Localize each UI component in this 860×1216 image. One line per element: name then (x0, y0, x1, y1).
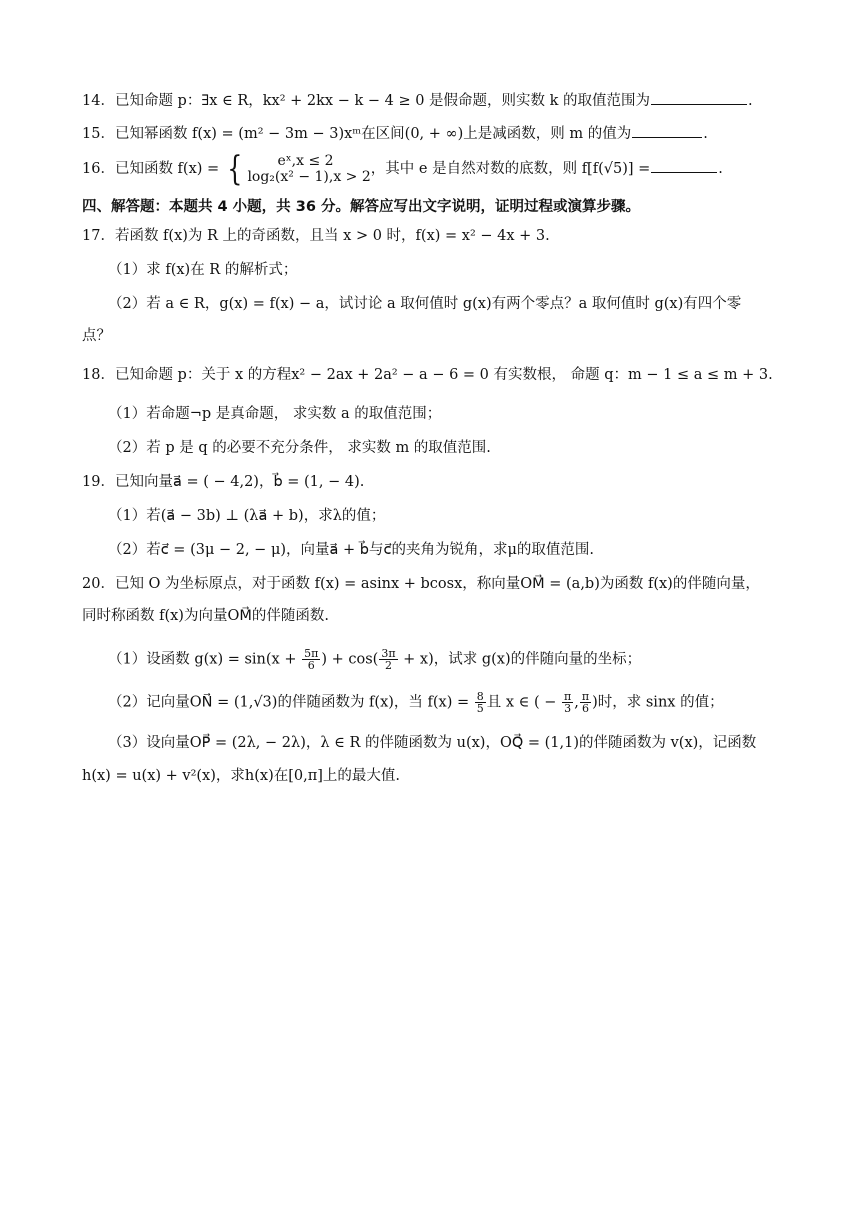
part-1-text-b: ) + cos( (321, 651, 379, 668)
piecewise-function (224, 149, 371, 189)
fraction-numerator: 5π (304, 647, 319, 660)
fraction-denominator: 5 (476, 702, 484, 715)
question-14-end: . (748, 93, 753, 109)
section-4-heading: 四、解答题：本题共 4 小题，共 36 分。解答应写出文字说明，证明过程或演算步骤。 (82, 199, 640, 215)
question-19-part-2: （2）若c⃗ = (3μ − 2, − μ)，向量a⃗ + b⃗与c⃗的夹角为锐角，求μ的取值范围. (108, 542, 594, 558)
fraction-numerator: 3π (381, 647, 396, 660)
question-17-part-2-cont: 点？ (82, 328, 111, 344)
part-1-text-c: + x)，试求 g(x)的伴随向量的坐标； (398, 651, 642, 668)
fraction-numerator: 8 (476, 690, 484, 703)
question-16-prefix: 16．已知函数 f(x) = (82, 161, 224, 177)
part-2-text-c: )时，求 sinx 的值； (592, 694, 724, 711)
question-15-text: 15．已知幂函数 f(x) = (m² − 3m − 3)xᵐ在区间(0, + ∞)上是减函数，则 m 的值为 (82, 126, 632, 142)
question-14-text: 14．已知命题 p：∃x ∈ R，kx² + 2kx − k − 4 ≥ 0 是假命题，则实数 k 的取值范围为 (82, 93, 651, 109)
fraction-numerator: π (581, 690, 590, 703)
question-18-part-1: （1）若命题¬p 是真命题， 求实数 a 的取值范围； (108, 406, 442, 422)
fraction-denominator: 3 (564, 702, 572, 715)
question-15-end: . (703, 126, 708, 142)
answer-blank-15[interactable] (632, 123, 702, 138)
fraction-denominator: 6 (581, 702, 589, 715)
question-20-part-3: （3）设向量OP⃗ = (2λ, − 2λ)，λ ∈ R 的伴随函数为 u(x)，OQ⃗ = (1,1)的伴随函数为 v(x)，记函数 (108, 735, 757, 751)
piecewise-case-2: log₂(x² − 1),x > 2 (247, 169, 371, 185)
fraction-pi-3 (562, 691, 573, 714)
fraction-5pi-6 (302, 648, 320, 671)
question-20-part-3-cont: h(x) = u(x) + v²(x)，求h(x)在[0,π]上的最大值. (82, 768, 401, 784)
fraction-pi-6 (580, 691, 591, 714)
question-20-stem: 20．已知 O 为坐标原点，对于函数 f(x) = asinx + bcosx，称向量OM⃗ = (a,b)为函数 f(x)的伴随向量， (82, 576, 760, 592)
question-20-part-2 (108, 691, 778, 714)
piecewise-case-1: eˣ,x ≤ 2 (277, 153, 334, 169)
question-15 (82, 123, 778, 144)
part-2-text-a: （2）记向量ON⃗ = (1,√3)的伴随函数为 f(x)，当 f(x) = (108, 694, 474, 711)
fraction-denominator: 6 (307, 659, 315, 672)
fraction-numerator: π (564, 690, 572, 703)
question-17-part-2: （2）若 a ∈ R，g(x) = f(x) − a，试讨论 a 取何值时 g(x)有两个零点？a 取何值时 g(x)有四个零 (108, 296, 742, 312)
question-20-part-1 (108, 648, 778, 671)
question-18-stem: 18．已知命题 p：关于 x 的方程x² − 2ax + 2a² − a − 6 = 0 有实数根， 命题 q：m − 1 ≤ a ≤ m + 3. (82, 367, 773, 383)
fraction-3pi-2 (379, 648, 397, 671)
part-2-text-b: 且 x ∈ ( − (486, 694, 562, 711)
question-19-stem: 19．已知向量a⃗ = ( − 4,2)，b⃗ = (1, − 4). (82, 474, 365, 490)
brace-icon: { (227, 149, 243, 189)
part-1-text-a: （1）设函数 g(x) = sin(x + (108, 651, 302, 668)
question-16-end: . (718, 161, 723, 177)
question-18-part-2: （2）若 p 是 q 的必要不充分条件， 求实数 m 的取值范围. (108, 440, 491, 456)
answer-blank-14[interactable] (651, 90, 747, 105)
question-16-suffix: ，其中 e 是自然对数的底数，则 f[f(√5)] = (370, 161, 651, 177)
question-14 (82, 90, 778, 111)
question-19-part-1: （1）若(a⃗ − 3b) ⊥ (λa⃗ + b)，求λ的值； (108, 508, 386, 524)
question-17-stem: 17．若函数 f(x)为 R 上的奇函数，且当 x > 0 时，f(x) = x² − 4x + 3. (82, 228, 550, 244)
question-17-part-1: （1）求 f(x)在 R 的解析式； (108, 262, 298, 278)
fraction-8-5 (475, 691, 486, 714)
part-2-comma: , (574, 694, 579, 711)
question-20-stem-cont: 同时称函数 f(x)为向量OM⃗的伴随函数. (82, 608, 329, 624)
fraction-denominator: 2 (384, 659, 392, 672)
question-16 (82, 149, 778, 189)
answer-blank-16[interactable] (651, 158, 717, 173)
